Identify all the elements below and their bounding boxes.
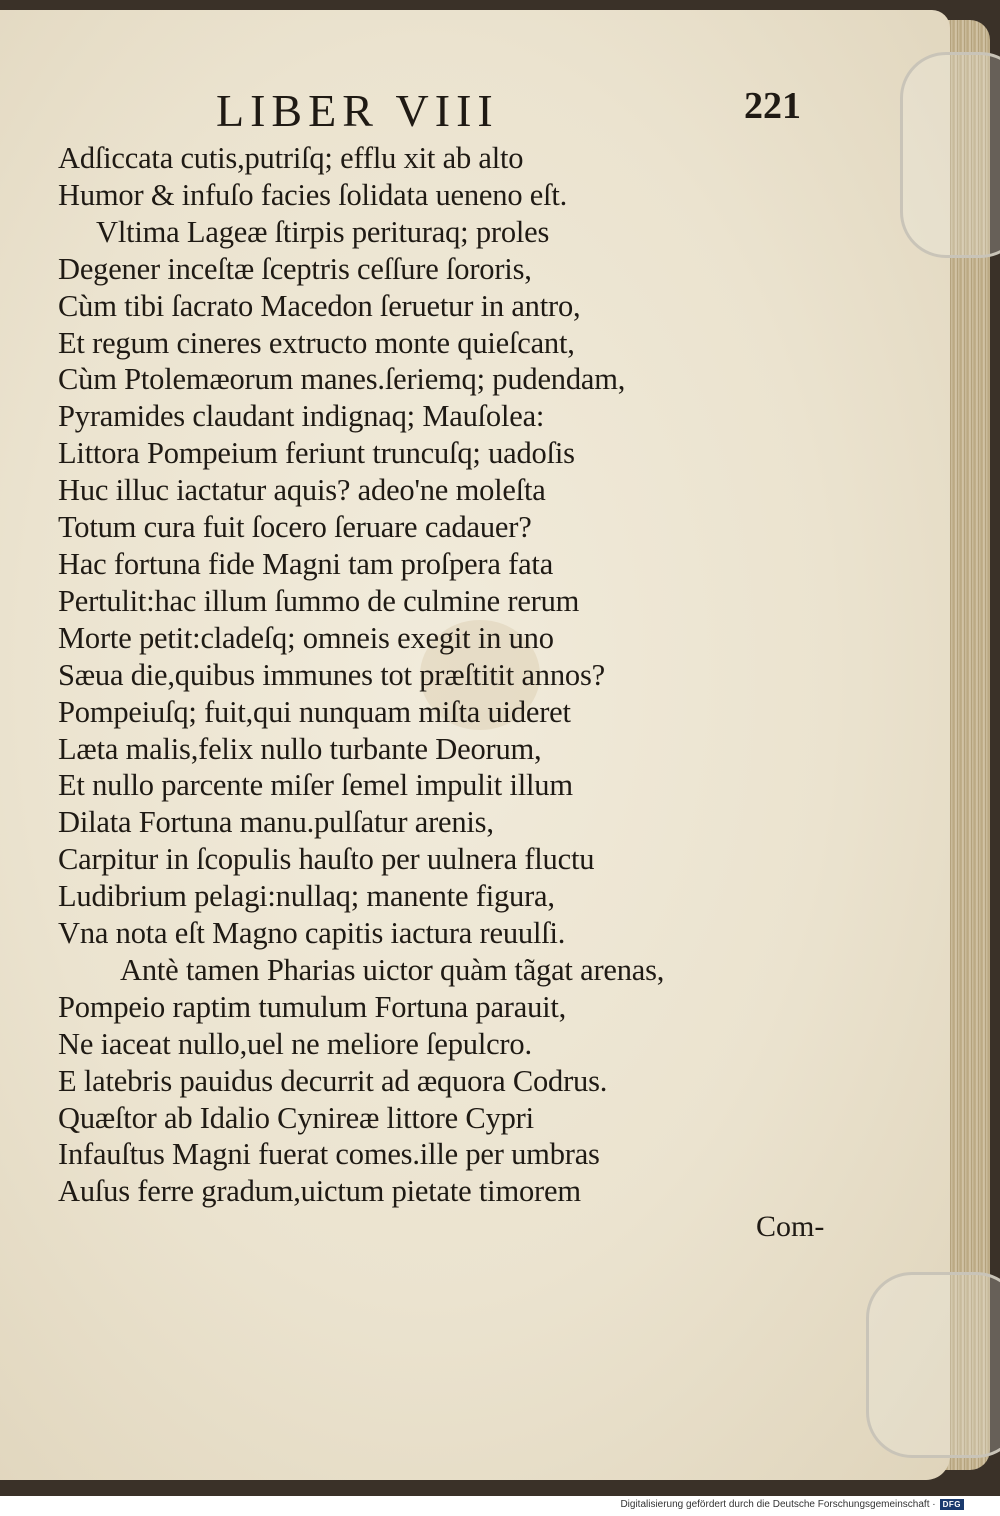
verse-line: Totum cura fuit ſocero ſeruare cadauer? [58, 510, 532, 545]
verse-line: Morte petit:cladeſq; omneis exegit in uno [58, 620, 554, 655]
clasp-top [900, 52, 1000, 258]
verse-line: Sæua die,quibus immunes tot præſtitit annos? [58, 657, 605, 692]
verse-line: Pompeiuſq; fuit,qui nunquam miſta uideret [58, 694, 571, 729]
verse-line: Ne iaceat nullo,uel ne meliore ſepulcro. [58, 1026, 532, 1061]
verse-line: Pyramides claudant indignaq; Mauſolea: [58, 399, 545, 434]
verse-line: Cùm Ptolemæorum manes.ſeriemq; pudendam, [58, 362, 626, 397]
verse-line: Ludibrium pelagi:nullaq; manente figura, [58, 879, 555, 914]
page-number: 221 [744, 85, 801, 127]
verse-line: Hac fortuna fide Magni tam proſpera fata [58, 546, 554, 581]
verse-line: Pertulit:hac illum ſummo de culmine rerum [58, 583, 580, 618]
verse-line: Adſiccata cutis,putriſq; efflu xit ab alto [58, 141, 524, 175]
dfg-logo: DFG [940, 1499, 964, 1510]
verse-line: Auſus ferre gradum,uictum pietate timorem [58, 1174, 581, 1209]
verse-line: Infauſtus Magni fuerat comes.ille per umbras [58, 1137, 600, 1172]
digitization-credit [620, 1499, 964, 1510]
verse-line: Pompeio raptim tumulum Fortuna parauit, [58, 989, 567, 1024]
credit-text: Digitalisierung gefördert durch die Deutsche Forschungsgemeinschaft · [620, 1499, 936, 1510]
verse-line: Degener inceſtæ ſceptris ceſſure ſororis, [58, 251, 532, 286]
verse-text [58, 140, 818, 1210]
running-head: LIBER VIII [216, 85, 499, 136]
verse-line: E latebris pauidus decurrit ad æquora Codrus. [58, 1063, 608, 1098]
verse-line: Antè tamen Pharias uictor quàm tãgat arenas, [120, 952, 665, 987]
verse-line: Læta malis,felix nullo turbante Deorum, [58, 731, 542, 766]
verse-line: Dilata Fortuna manu.pulſatur arenis, [58, 805, 494, 840]
catchword: Com- [756, 1210, 825, 1243]
verse-line: Carpitur in ſcopulis hauſto per uulnera fluctu [58, 842, 595, 877]
verse-line: Cùm tibi ſacrato Macedon ſeruetur in antro, [58, 288, 581, 323]
clasp-bottom [866, 1272, 1000, 1458]
verse-line: Humor & infuſo facies ſolidata ueneno eſt. [58, 177, 568, 212]
verse-line: Littora Pompeium feriunt truncuſq; uadoſis [58, 436, 575, 471]
verse-line: Huc illuc iactatur aquis? adeo'ne moleſta [58, 473, 546, 508]
verse-line: Et regum cineres extructo monte quieſcant, [58, 325, 575, 360]
verse-line: Vna nota eſt Magno capitis iactura reuulſi. [58, 916, 566, 951]
verse-line: Vltima Lageæ ſtirpis perituraq; proles [96, 214, 550, 249]
verse-line: Quæſtor ab Idalio Cynireæ littore Cypri [58, 1100, 534, 1135]
verse-line: Et nullo parcente miſer ſemel impulit illum [58, 768, 573, 803]
book-page [0, 10, 950, 1480]
